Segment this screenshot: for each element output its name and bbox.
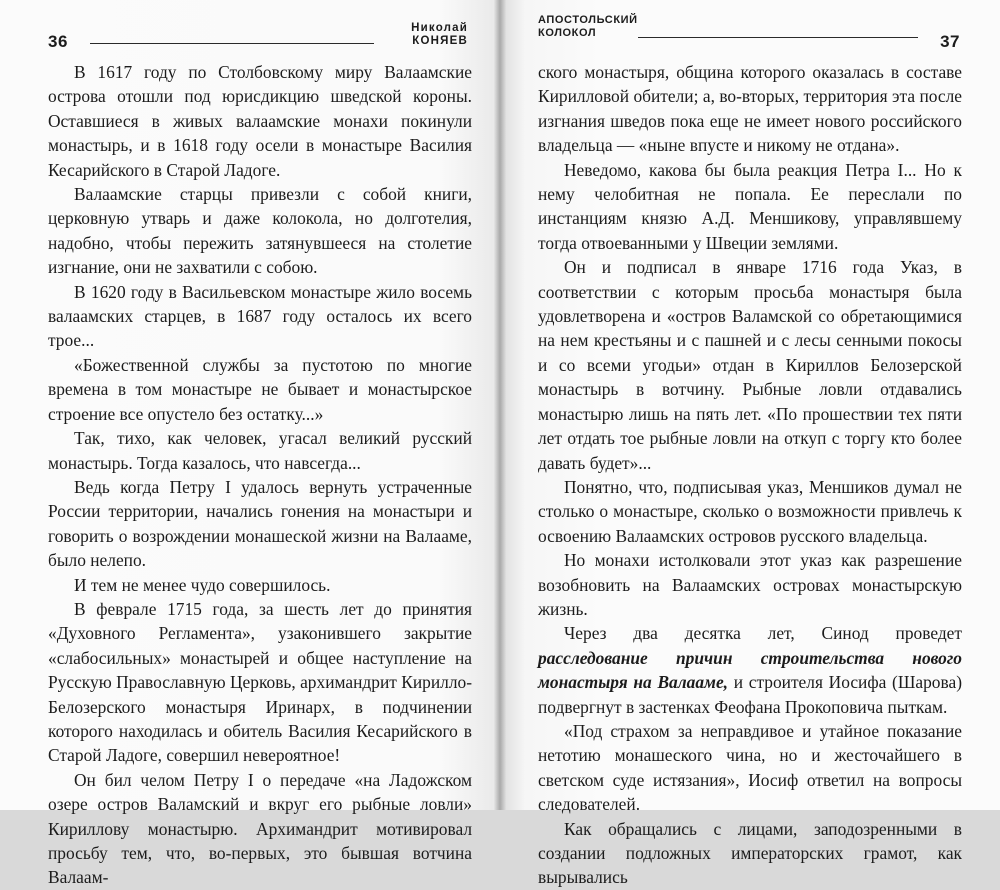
paragraph-continuation: ского монастыря, община которого оказалась в составе Кирилловой обители; а, во-вторых, территория эта после изгнания шведов пока еще не имеет нового российского владельца — «ныне впусте и никому не отдана». (538, 62, 962, 156)
paragraph: Так, тихо, как человек, угасал великий русский монастырь. Тогда казалось, что навсегда... (48, 428, 472, 473)
paragraph: «Божественной службы за пустотою по многие времена в том монастыре не бывает и монастырское строение все опустело без остатку...» (48, 354, 472, 424)
paragraph: «Под страхом за неправдивое и утайное показание нетотию монашеского чина, но и жесточайшего в светском суде истязания», Иосиф ответил на вопросы следователей. (538, 720, 962, 815)
paragraph: Ведь когда Петру I удалось вернуть устраченные России территории, начались гонения на монастыри и говорить о возрождении монашеской жизни на Валааме, было нелепо. (48, 476, 472, 571)
right-page-header (538, 6, 958, 58)
paragraph: Неведомо, какова бы была реакция Петра I... Но к нему челобитная не попала. Ее переслали по инстанциям князю А.Д. Меншикову, управлявшему тогда отвоеванными у Швеции землями. (538, 159, 962, 253)
paragraph: Он и подписал в январе 1716 года Указ, в соответствии с которым просьба монастыря была удовлетворена и «остров Валамской со обретающимися на нем крестьяны и с пашней и с лесы сенными покосы и со всеми угодьи» отдан в Кириллов Белозерской монастырь в вотчину. Рыбные ловли отдавались монастырю лишь на пять лет. «По прошествии тех пяти лет отдать тое рыбные ловли на откуп с торгу кто более давать будет»... (538, 257, 962, 473)
right-page (500, 0, 1000, 888)
book-title-line-2: КОЛОКОЛ (538, 27, 597, 39)
paragraph: Понятно, что, подписывая указ, Меншиков думал не столько о монастыре, сколько о возможности привлечь к освоению Валаамских островов русского владельца. (538, 476, 962, 546)
left-page (0, 0, 500, 888)
book-gutter (494, 0, 506, 810)
book-title-line-1: АПОСТОЛЬСКИЙ (538, 14, 638, 26)
paragraph: И тем не менее чудо совершилось. (74, 574, 331, 595)
paragraph: Он бил челом Петру I о передаче «на Ладожском озере остров Валамский и вкруг его рыбные ловли» Кириллову монастырю. Архимандрит мотивировал просьбу тем, что, во-первых, это бывшая вотчина Валаам- (48, 769, 472, 888)
header-rule (638, 37, 918, 38)
paragraph: Как обращались с лицами, заподозренными в создании подложных императорских грамот, как вырывались (538, 818, 962, 888)
page-number-right: 37 (940, 32, 960, 51)
right-page-body (538, 60, 962, 890)
text-run: Через два десятка лет, Синод проведет (564, 623, 962, 644)
text-run: и строителя Иосифа (Шарова) подвергнут в застенках Феофана Прокоповича пыткам. (538, 672, 962, 717)
left-page-body (48, 60, 472, 890)
paragraph: В 1617 году по Столбовскому миру Валаамские острова отошли под юрисдикцию шведской короны. Оставшиеся в живых валаамские монахи покинули монастырь, и в 1618 году осели в монастыре Василия Кесарийского в Старой Ладоге. (48, 62, 472, 180)
paragraph: Но монахи истолковали этот указ как разрешение возобновить на Валаамских островах монастырскую жизнь. (538, 550, 962, 619)
running-head-title (538, 14, 638, 40)
running-head-author (411, 22, 468, 48)
paragraph: Валаамские старцы привезли с собой книги, церковную утварь и даже колокола, но долготелия, надобно, чтобы пережить затянувшееся на столетие изгнание, они не захватили с собою. (48, 184, 472, 278)
paragraph: В 1620 году в Васильевском монастыре жило восемь валаамских старцев, в 1687 году осталось их всего трое... (48, 281, 472, 351)
page-number-left: 36 (48, 32, 68, 51)
paragraph-with-emphasis (538, 621, 962, 719)
author-first-name: Николай (411, 22, 468, 34)
author-last-name: КОНЯЕВ (412, 35, 468, 47)
emphasized-text: расследование причин строительства нового монастыря на Валааме, (538, 647, 962, 693)
header-rule (90, 43, 374, 44)
left-page-header (48, 6, 468, 58)
paragraph: В феврале 1715 года, за шесть лет до принятия «Духовного Регламента», узаконившего закрытие «слабосильных» монастырей и общее наступление на Русскую Православную Церковь, архимандрит Кирилло-Белозерского монастыря Иринарх, в подчинении которого находилась и обитель Василия Кесарийского в Старой Ладоге, совершил невероятное! (48, 598, 472, 766)
